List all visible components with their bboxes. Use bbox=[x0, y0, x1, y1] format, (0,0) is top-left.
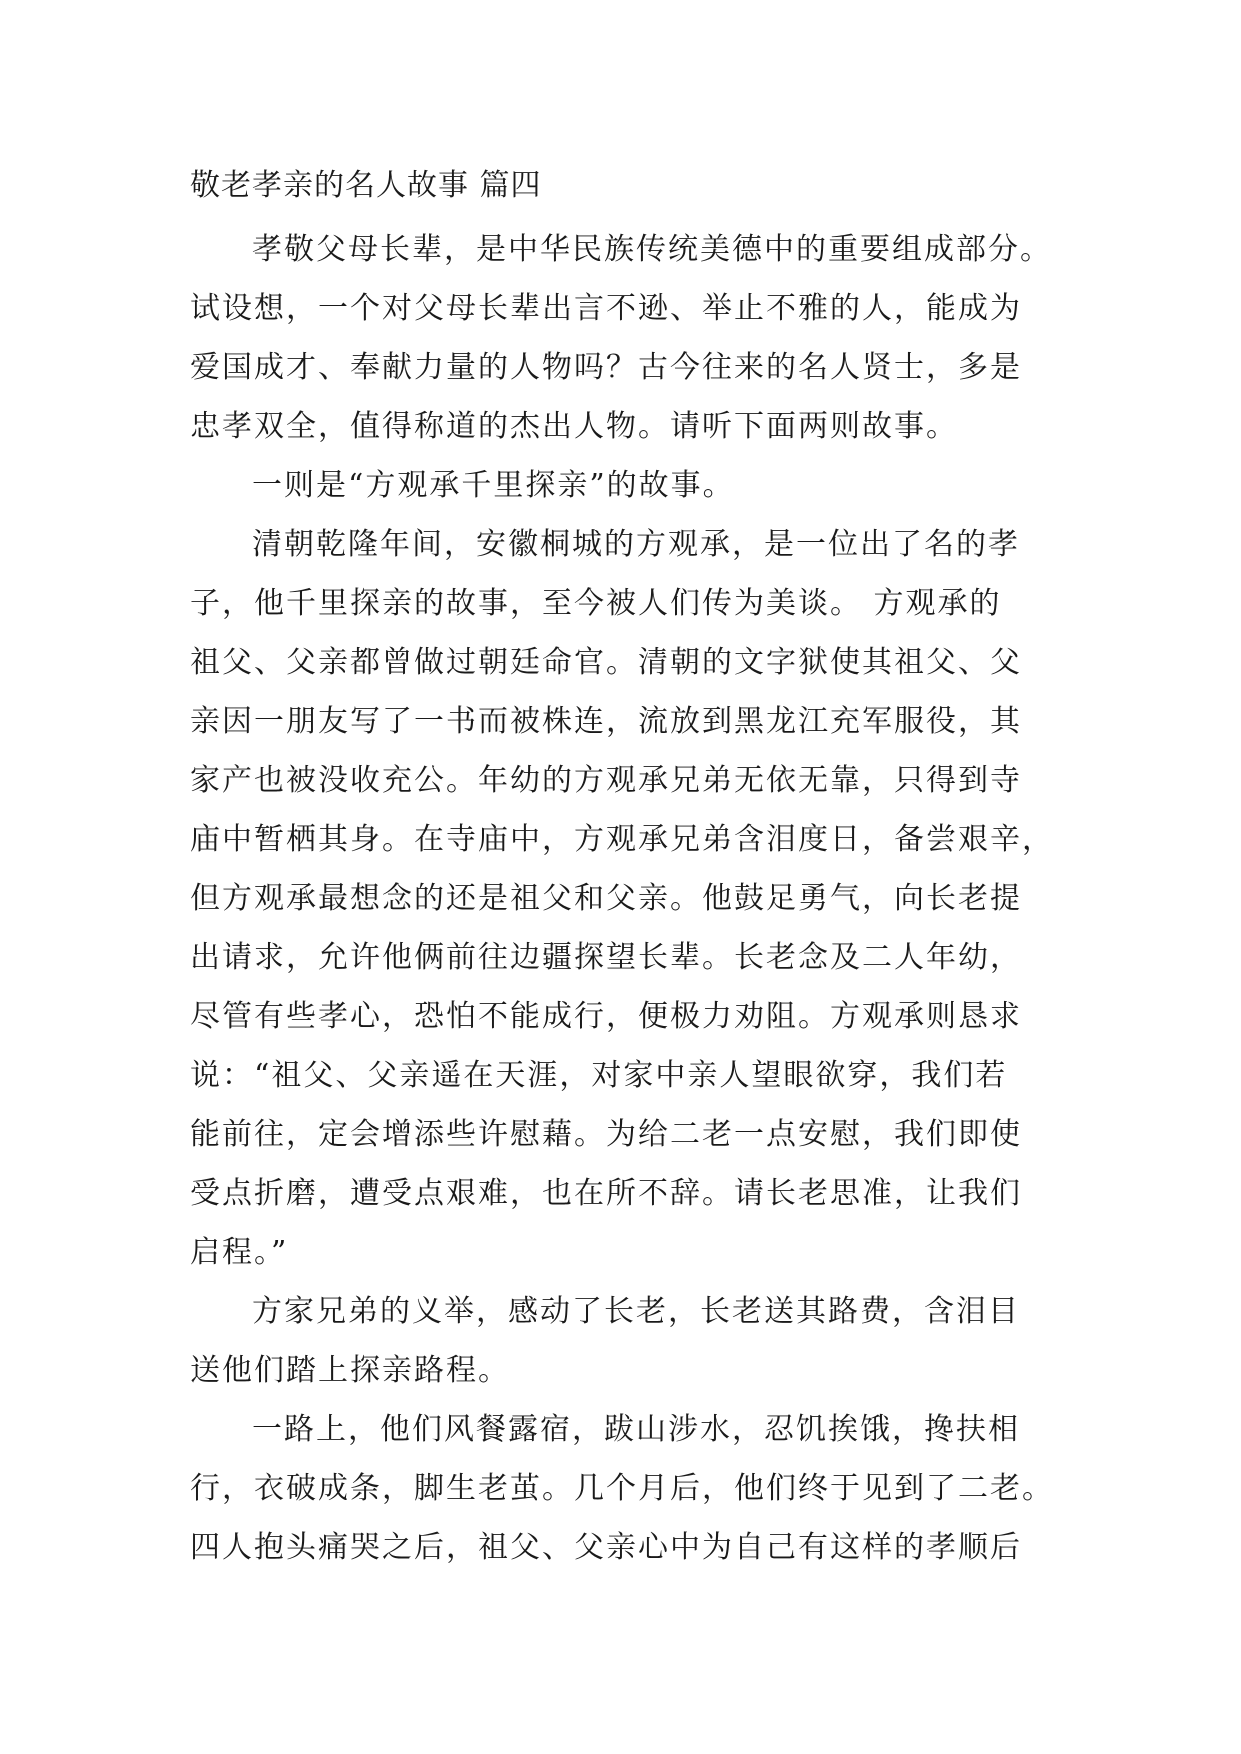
text-line: 受点折磨，遭受点艰难，也在所不辞。请长老思准，让我们 bbox=[190, 1176, 1022, 1211]
text-line: 四人抱头痛哭之后，祖父、父亲心中为自己有这样的孝顺后 bbox=[190, 1530, 1022, 1565]
text-line: 送他们踏上探亲路程。 bbox=[190, 1353, 510, 1388]
text-line: 出请求，允许他俩前往边疆探望长辈。长老念及二人年幼， bbox=[190, 940, 1022, 975]
text-line: 尽管有些孝心，恐怕不能成行，便极力劝阻。方观承则恳求 bbox=[190, 999, 1022, 1034]
text-line: 家产也被没收充公。年幼的方观承兄弟无依无靠，只得到寺 bbox=[190, 763, 1022, 798]
text-line: 祖父、父亲都曾做过朝廷命官。清朝的文字狱使其祖父、父 bbox=[190, 645, 1022, 680]
text-line: 但方观承最想念的还是祖父和父亲。他鼓足勇气，向长老提 bbox=[190, 881, 1022, 916]
text-line: 能前往，定会增添些许慰藉。为给二老一点安慰，我们即使 bbox=[190, 1117, 1022, 1152]
text-line: 试设想，一个对父母长辈出言不逊、举止不雅的人，能成为 bbox=[190, 291, 1022, 326]
document-body bbox=[190, 220, 1054, 1577]
text-line: 启程。” bbox=[190, 1235, 289, 1270]
text-line: 忠孝双全，值得称道的杰出人物。请听下面两则故事。 bbox=[190, 409, 958, 444]
text-line: 孝敬父母长辈，是中华民族传统美德中的重要组成部分。 bbox=[252, 232, 1052, 267]
text-line: 说：“祖父、父亲遥在天涯，对家中亲人望眼欲穿，我们若 bbox=[190, 1058, 1008, 1093]
text-line: 一则是“方观承千里探亲”的故事。 bbox=[252, 468, 735, 503]
text-line: 方家兄弟的义举，感动了长老，长老送其路费，含泪目 bbox=[252, 1294, 1020, 1329]
text-line: 子，他千里探亲的故事，至今被人们传为美谈。 方观承的 bbox=[190, 586, 1002, 621]
text-line: 庙中暂栖其身。在寺庙中，方观承兄弟含泪度日，备尝艰辛， bbox=[190, 822, 1054, 857]
text-line: 一路上，他们风餐露宿，跋山涉水，忍饥挨饿，搀扶相 bbox=[252, 1412, 1020, 1447]
text-line: 清朝乾隆年间，安徽桐城的方观承，是一位出了名的孝 bbox=[252, 527, 1020, 562]
document-title: 敬老孝亲的名人故事 篇四 bbox=[190, 168, 542, 203]
text-line: 行，衣破成条，脚生老茧。几个月后，他们终于见到了二老。 bbox=[190, 1471, 1054, 1506]
text-line: 爱国成才、奉献力量的人物吗？古今往来的名人贤士，多是 bbox=[190, 350, 1022, 385]
text-line: 亲因一朋友写了一书而被株连，流放到黑龙江充军服役，其 bbox=[190, 704, 1022, 739]
